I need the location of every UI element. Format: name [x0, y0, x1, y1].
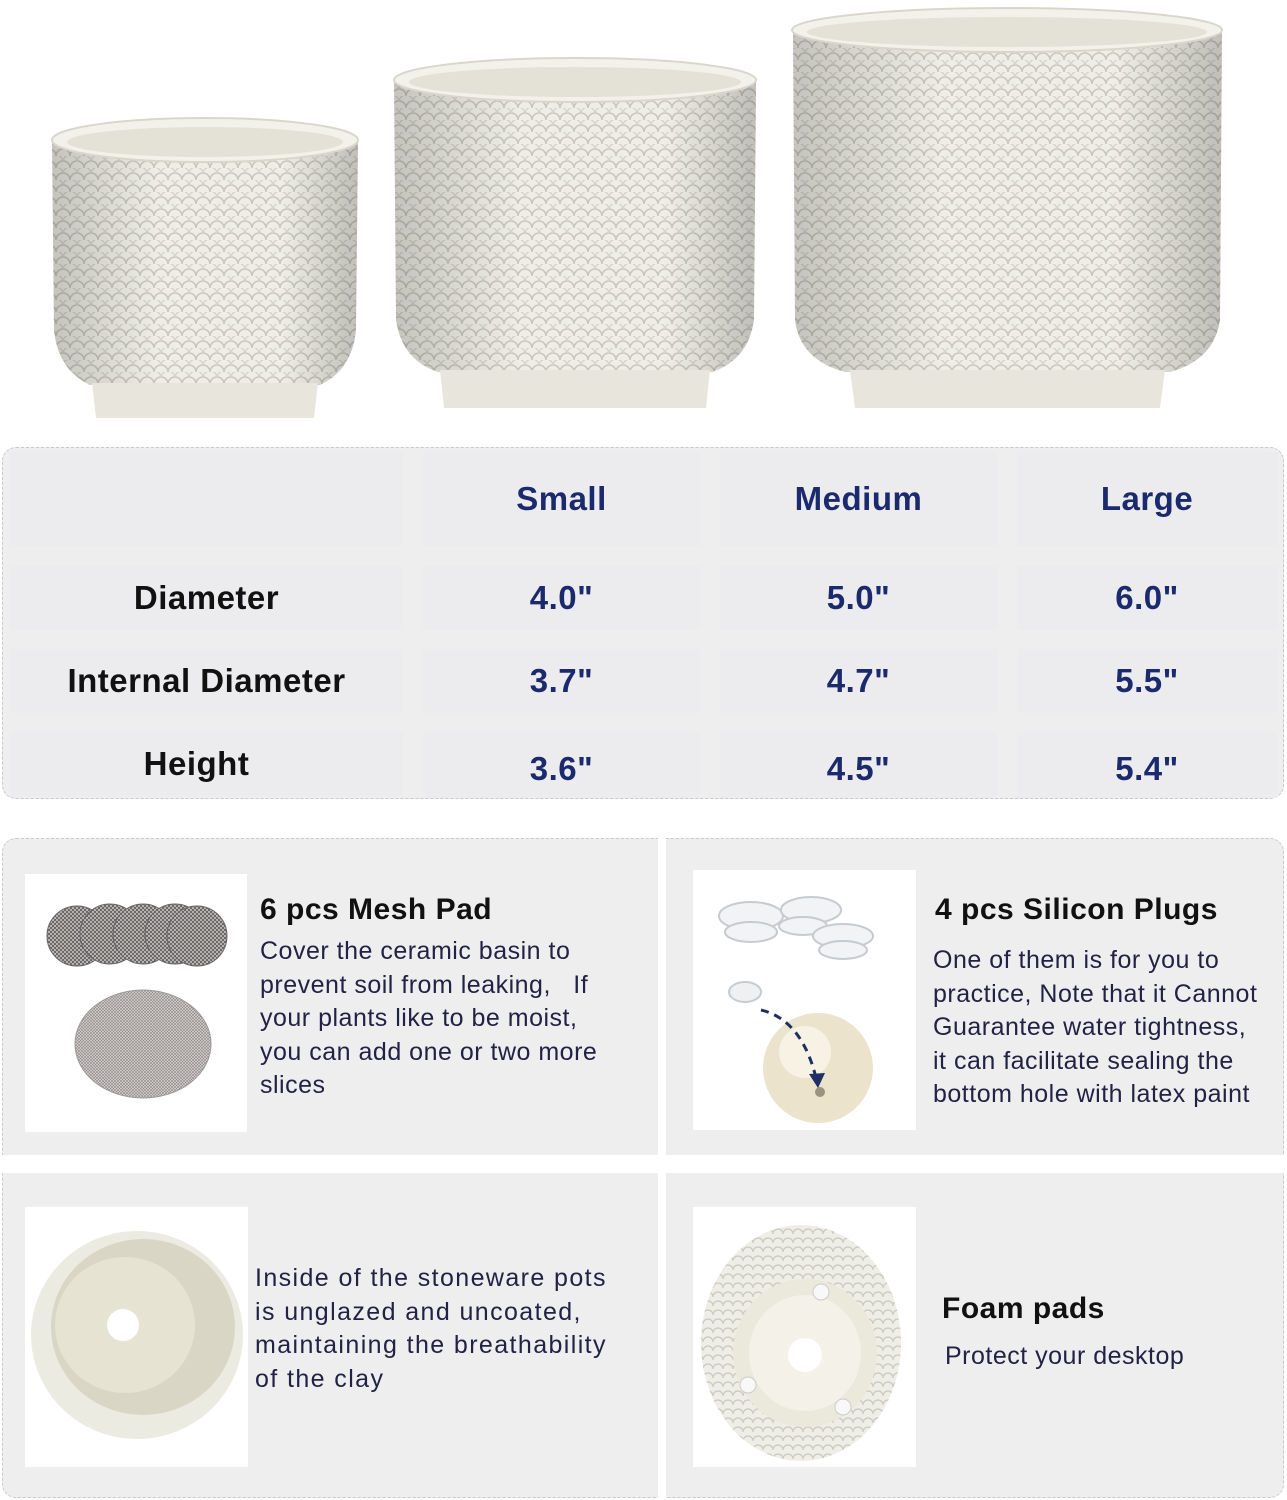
column-header-large: Large	[1017, 452, 1277, 546]
foam-pads-title: Foam pads	[942, 1292, 1105, 1325]
foam-pads-description: Protect your desktop	[945, 1342, 1185, 1370]
pot-interior-description	[255, 1262, 655, 1396]
column-header-medium: Medium	[720, 452, 997, 546]
table-cell: 6.0"	[1017, 566, 1277, 630]
row-label-diameter: Diameter	[10, 566, 403, 630]
medium-pot-image	[394, 58, 756, 408]
table-cell: 4.0"	[423, 566, 700, 630]
text-line: slices	[260, 1071, 326, 1099]
column-header-small: Small	[423, 452, 700, 546]
table-cell: 5.5"	[1017, 649, 1277, 713]
silicon-plugs-description	[933, 944, 1281, 1112]
text-line: it can facilitate sealing the	[933, 1046, 1234, 1075]
silicon-plugs-title: 4 pcs Silicon Plugs	[935, 893, 1218, 926]
panel-divider	[2, 1155, 1284, 1173]
table-cell: 5.0"	[720, 566, 997, 630]
table-cell: 3.6"	[423, 732, 700, 798]
pots-photo	[0, 0, 1287, 440]
pot-interior-image	[25, 1207, 248, 1467]
text-line: is unglazed and uncoated,	[255, 1297, 582, 1326]
large-pot-image	[792, 8, 1222, 408]
text-line: practice, Note that it Cannot	[933, 979, 1258, 1008]
silicon-plugs-image	[693, 870, 916, 1130]
text-line: One of them is for you to	[933, 946, 1220, 974]
text-line: you can add one or two more	[260, 1037, 598, 1066]
foam-pads-image	[693, 1207, 916, 1467]
text-line: prevent soil from leaking, If	[260, 970, 589, 999]
text-line: Inside of the stoneware pots	[255, 1264, 607, 1292]
table-cell: 4.7"	[720, 649, 997, 713]
table-cell: 3.7"	[423, 649, 700, 713]
row-label-internal-diameter: Internal Diameter	[10, 649, 403, 713]
table-corner-cell	[10, 452, 403, 546]
mesh-pad-title: 6 pcs Mesh Pad	[260, 893, 493, 926]
text-line: Cover the ceramic basin to	[260, 937, 571, 965]
small-pot-image	[52, 118, 358, 418]
mesh-pad-description	[260, 935, 650, 1103]
text-line: maintaining the breathability	[255, 1331, 607, 1359]
text-line: Guarantee water tightness,	[933, 1013, 1247, 1041]
table-cell: 4.5"	[720, 732, 997, 798]
row-label-height: Height	[10, 732, 403, 796]
table-cell: 5.4"	[1017, 732, 1277, 798]
text-line: your plants like to be moist,	[260, 1004, 578, 1032]
text-line: of the clay	[255, 1364, 385, 1393]
text-line: bottom hole with latex paint	[933, 1080, 1250, 1108]
mesh-pad-image	[25, 874, 247, 1132]
